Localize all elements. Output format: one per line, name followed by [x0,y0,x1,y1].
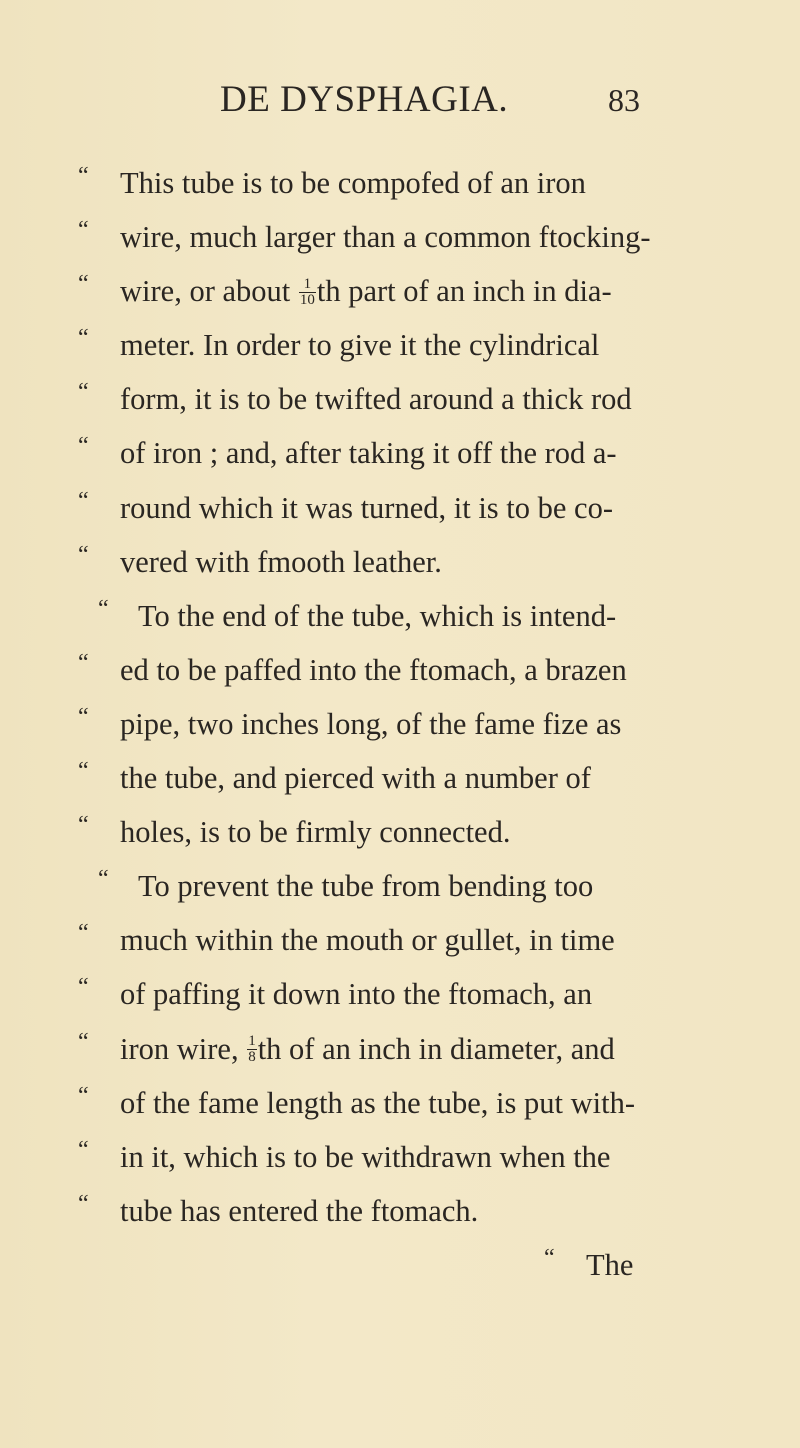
page-number: 83 [608,82,640,118]
quote-mark: “ [78,487,89,514]
catchword: The [586,1247,634,1282]
text-line [78,1130,658,1184]
line-text: of paffing it down into the ftomach, an [120,977,593,1012]
text-line [78,1184,658,1238]
quote-mark: “ [78,271,89,298]
text-line [78,967,658,1021]
line-text: wire, much larger than a common ftocking- [120,220,651,255]
line-text: meter. In order to give it the cylindrical [120,328,600,363]
line-text: of iron ; and, after taking it off the rod a- [120,436,617,471]
quote-mark: “ [78,1082,89,1109]
line-text-after-fraction: th part of an inch in dia- [316,274,612,309]
line-text-before-fraction: iron wire, [120,1031,247,1066]
line-text: round which it was turned, it is to be co- [120,490,613,525]
quote-mark: “ [78,433,89,460]
text-line [78,1022,658,1076]
text-line [78,210,658,264]
quote-mark: “ [78,1190,89,1217]
line-text: holes, is to be firmly connected. [120,815,511,850]
line-text: To the end of the tube, which is intend- [138,598,617,633]
quote-mark: “ [78,541,89,568]
line-text [120,1022,615,1076]
line-text: in it, which is to be withdrawn when the [120,1139,611,1174]
line-text: the tube, and pierced with a number of [120,761,591,796]
line-text-before-fraction: wire, or about [120,274,298,309]
paragraph-start-line [78,589,658,643]
text-line [78,156,658,210]
line-text: form, it is to be twifted around a thick rod [120,382,632,417]
text-line [78,643,658,697]
running-title: DE DYSPHAGIA. [220,79,509,120]
fraction-numerator: 1 [248,1033,256,1049]
line-text: To prevent the tube from bending too [138,869,594,904]
line-text: ed to be paffed into the ftomach, a brazen [120,652,627,687]
quote-mark: “ [78,649,89,676]
line-text: tube has entered the ftomach. [120,1193,479,1228]
text-line [78,372,658,426]
text-line [78,751,658,805]
quote-mark: “ [78,703,89,730]
fraction-numerator: 1 [299,277,316,293]
line-text: vered with fmooth leather. [120,544,442,579]
quote-mark: “ [78,812,89,839]
text-line [78,805,658,859]
quote-mark: “ [78,758,89,785]
line-text: much within the mouth or gullet, in time [120,923,615,958]
text-line [78,535,658,589]
body-text [78,156,658,1292]
fraction-denominator: 10 [299,291,315,308]
line-text [120,264,612,318]
text-line [78,697,658,751]
fraction [299,277,316,308]
fraction-denominator: 8 [248,1049,256,1065]
text-line [78,318,658,372]
quote-mark: “ [98,595,109,622]
text-line [78,481,658,535]
fraction [247,1034,257,1065]
quote-mark: “ [78,974,89,1001]
quote-mark: “ [78,1136,89,1163]
quote-mark: “ [78,920,89,947]
page-header [220,78,680,128]
quote-mark: “ [98,866,109,893]
quote-mark: “ [78,325,89,352]
line-text-after-fraction: th of an inch in diameter, and [257,1031,615,1066]
quote-mark: “ [78,163,89,189]
quote-mark: “ [78,379,89,406]
line-text: of the fame length as the tube, is put with- [120,1085,635,1120]
paragraph-start-line [78,859,658,913]
text-line [78,913,658,967]
quote-mark: “ [78,1028,89,1055]
text-line [78,264,658,318]
quote-mark: “ [78,217,89,244]
line-text: pipe, two inches long, of the fame fize as [120,706,622,741]
quote-mark: “ [544,1244,555,1271]
text-line [78,1076,658,1130]
text-line [78,426,658,480]
line-text: This tube is to be compofed of an iron [120,166,586,200]
catchword-line [78,1238,658,1292]
